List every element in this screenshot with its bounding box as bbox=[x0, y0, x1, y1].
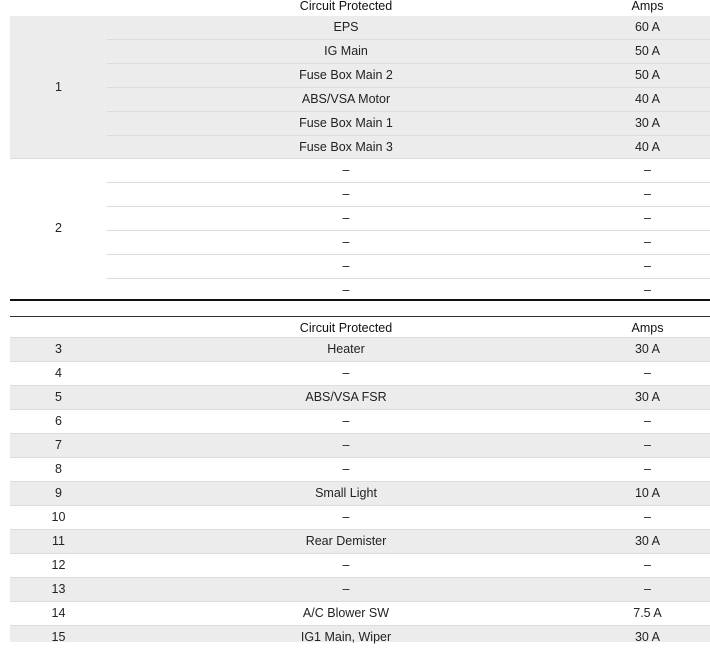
circuit-cell: Rear Demister bbox=[305, 534, 387, 548]
circuit-cell: A/C Blower SW bbox=[302, 606, 390, 620]
circuit-cell: – bbox=[342, 235, 350, 249]
table-row bbox=[10, 553, 710, 577]
circuit-cell: – bbox=[342, 259, 350, 273]
amps-cell: – bbox=[644, 187, 651, 201]
fuse-number: 13 bbox=[51, 582, 66, 596]
fuse-group-2 bbox=[10, 158, 710, 301]
table-row bbox=[10, 529, 710, 553]
circuit-protected-header: Circuit Protected bbox=[299, 0, 393, 13]
amps-cell: – bbox=[644, 510, 651, 524]
amps-cell: – bbox=[644, 438, 651, 452]
circuit-cell: – bbox=[342, 283, 350, 297]
circuit-cell: – bbox=[342, 187, 350, 201]
circuit-cell: ABS/VSA FSR bbox=[305, 390, 387, 404]
amps-cell: – bbox=[644, 235, 651, 249]
fuse-subrow bbox=[107, 159, 710, 183]
circuit-cell: IG1 Main, Wiper bbox=[300, 630, 392, 644]
fuse-subrow bbox=[107, 88, 710, 112]
table-1-header bbox=[10, 0, 710, 14]
fuse-number: 2 bbox=[55, 221, 62, 235]
amps-cell: – bbox=[644, 414, 651, 428]
circuit-cell: IG Main bbox=[324, 44, 368, 58]
fuse-subrow bbox=[107, 183, 710, 207]
circuit-cell: Heater bbox=[327, 342, 365, 356]
fuse-subrow bbox=[107, 16, 710, 40]
amps-cell: – bbox=[644, 558, 651, 572]
circuit-cell: – bbox=[342, 438, 350, 452]
amps-cell: 40 A bbox=[634, 140, 661, 154]
fuse-number: 10 bbox=[51, 510, 66, 524]
circuit-cell: – bbox=[342, 510, 350, 524]
fuse-subrow bbox=[107, 231, 710, 255]
table-2-header bbox=[10, 319, 710, 339]
amps-cell: 30 A bbox=[634, 342, 661, 356]
table-row bbox=[10, 409, 710, 433]
circuit-cell: – bbox=[342, 414, 350, 428]
amps-cell: – bbox=[644, 283, 651, 297]
fuse-table-1 bbox=[10, 0, 710, 300]
circuit-cell: – bbox=[342, 211, 350, 225]
amps-cell: 40 A bbox=[634, 92, 661, 106]
fuse-subrow bbox=[107, 255, 710, 279]
amps-cell: 30 A bbox=[634, 534, 661, 548]
table-row bbox=[10, 361, 710, 385]
amps-header: Amps bbox=[631, 0, 664, 13]
amps-cell: 50 A bbox=[634, 44, 661, 58]
circuit-cell: ABS/VSA Motor bbox=[301, 92, 391, 106]
fuse-subrow bbox=[107, 40, 710, 64]
circuit-protected-header: Circuit Protected bbox=[299, 321, 393, 335]
fuse-group-1 bbox=[10, 16, 710, 159]
circuit-cell: – bbox=[342, 558, 350, 572]
fuse-number: 8 bbox=[55, 462, 62, 476]
fuse-number: 9 bbox=[55, 486, 62, 500]
circuit-cell: – bbox=[342, 582, 350, 596]
fuse-number: 4 bbox=[55, 366, 62, 380]
amps-cell: – bbox=[644, 366, 651, 380]
amps-cell: 30 A bbox=[634, 116, 661, 130]
amps-cell: 50 A bbox=[634, 68, 661, 82]
amps-header: Amps bbox=[631, 321, 664, 335]
table-row bbox=[10, 433, 710, 457]
fuse-number: 6 bbox=[55, 414, 62, 428]
fuse-subrow bbox=[107, 64, 710, 88]
amps-cell: – bbox=[644, 462, 651, 476]
fuse-subrow bbox=[107, 136, 710, 160]
fuse-number: 7 bbox=[55, 438, 62, 452]
table-row bbox=[10, 601, 710, 625]
fuse-subrow bbox=[107, 112, 710, 136]
amps-cell: – bbox=[644, 259, 651, 273]
fuse-number: 12 bbox=[51, 558, 66, 572]
fuse-number: 1 bbox=[55, 80, 62, 94]
fuse-number: 14 bbox=[51, 606, 66, 620]
amps-cell: 30 A bbox=[634, 390, 661, 404]
table-row bbox=[10, 577, 710, 601]
table-2-top-border bbox=[10, 316, 710, 317]
fuse-number: 3 bbox=[55, 342, 62, 356]
table-divider bbox=[10, 299, 710, 301]
circuit-cell: – bbox=[342, 163, 350, 177]
amps-cell: 10 A bbox=[634, 486, 661, 500]
amps-cell: – bbox=[644, 211, 651, 225]
circuit-cell: Small Light bbox=[315, 486, 377, 500]
circuit-cell: EPS bbox=[333, 20, 359, 34]
circuit-cell: – bbox=[342, 366, 350, 380]
circuit-cell: Fuse Box Main 1 bbox=[299, 116, 393, 130]
amps-cell: 30 A bbox=[634, 630, 661, 644]
fuse-subrow bbox=[107, 207, 710, 231]
fuse-number: 5 bbox=[55, 390, 62, 404]
amps-cell: – bbox=[644, 582, 651, 596]
table-row bbox=[10, 505, 710, 529]
fuse-table-2 bbox=[10, 318, 710, 642]
table-row bbox=[10, 625, 710, 642]
circuit-cell: – bbox=[342, 462, 350, 476]
table-row bbox=[10, 481, 710, 505]
fuse-number: 15 bbox=[51, 630, 66, 644]
amps-cell: 60 A bbox=[634, 20, 661, 34]
table-row bbox=[10, 385, 710, 409]
circuit-cell: Fuse Box Main 3 bbox=[299, 140, 393, 154]
amps-cell: – bbox=[644, 163, 651, 177]
table-row bbox=[10, 337, 710, 361]
fuse-number: 11 bbox=[52, 534, 65, 548]
table-row bbox=[10, 457, 710, 481]
circuit-cell: Fuse Box Main 2 bbox=[299, 68, 393, 82]
amps-cell: 7.5 A bbox=[633, 606, 662, 620]
